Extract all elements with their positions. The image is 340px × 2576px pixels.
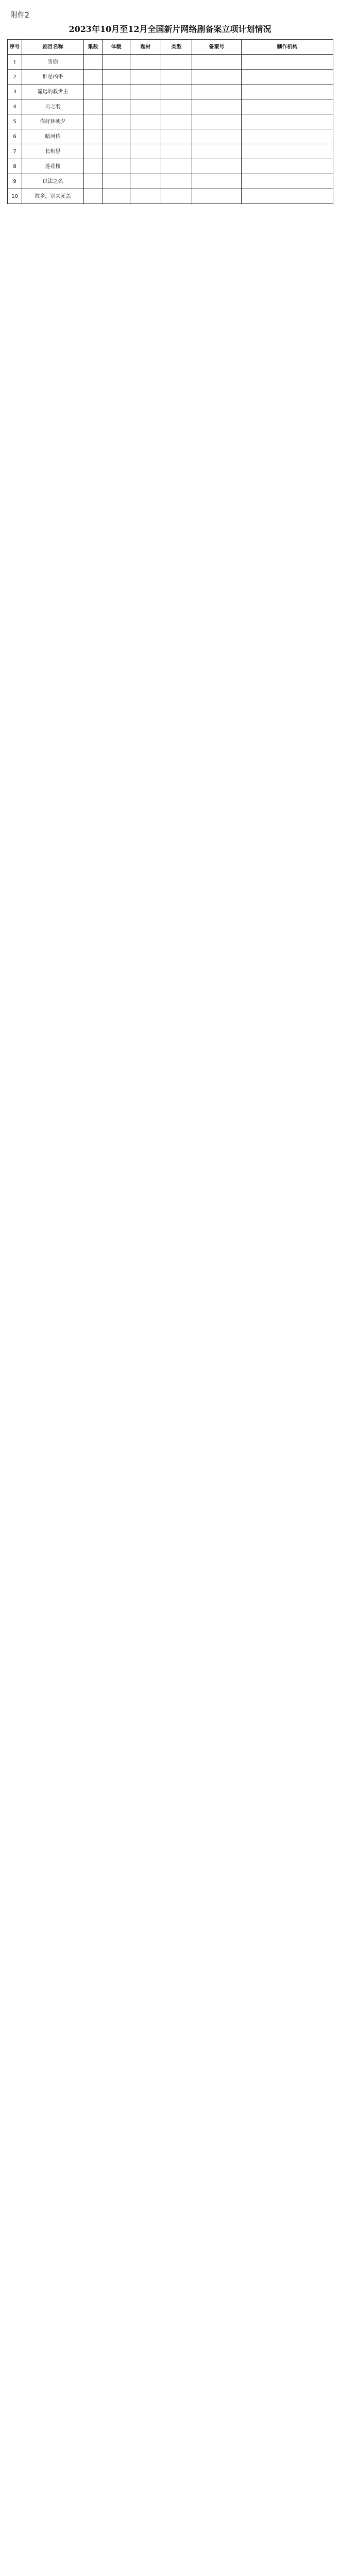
- table-cell: [103, 189, 130, 204]
- table-cell: [192, 159, 242, 174]
- table-cell: [103, 99, 130, 114]
- table-cell: [103, 174, 130, 189]
- table-cell: [161, 114, 192, 129]
- table-cell: [130, 114, 161, 129]
- table-cell: [130, 189, 161, 204]
- table-cell: [103, 114, 130, 129]
- table-cell: [130, 129, 161, 144]
- table-row: [8, 55, 333, 70]
- table-cell: 雪崩: [22, 55, 84, 70]
- table-cell: 谁是凶手: [22, 70, 84, 84]
- table-cell: [161, 70, 192, 84]
- table-cell: 长相思: [22, 144, 84, 159]
- table-cell: [161, 99, 192, 114]
- table-cell: 以法之名: [22, 174, 84, 189]
- table-cell: 你好林朝夕: [22, 114, 84, 129]
- table-cell: [84, 70, 103, 84]
- table-cell: [192, 114, 242, 129]
- table-cell: 2: [8, 70, 22, 84]
- table-cell: [192, 55, 242, 70]
- table-cell: [192, 189, 242, 204]
- table-cell: [161, 144, 192, 159]
- table-cell: [161, 84, 192, 99]
- table-cell: [242, 70, 333, 84]
- table-cell: [84, 99, 103, 114]
- table-cell: [192, 174, 242, 189]
- table-cell: 云之羽: [22, 99, 84, 114]
- table-cell: [130, 70, 161, 84]
- table-cell: 7: [8, 144, 22, 159]
- table-cell: [84, 129, 103, 144]
- table-cell: [130, 144, 161, 159]
- table-cell: [161, 129, 192, 144]
- table-cell: 5: [8, 114, 22, 129]
- table-cell: [103, 84, 130, 99]
- table-row: [8, 70, 333, 84]
- table-cell: [242, 159, 333, 174]
- table-cell: [192, 70, 242, 84]
- table-cell: [103, 55, 130, 70]
- table-cell: [161, 55, 192, 70]
- table-cell: 10: [8, 189, 22, 204]
- table-cell: [84, 144, 103, 159]
- table-cell: 4: [8, 99, 22, 114]
- table-cell: [84, 55, 103, 70]
- table-row: [8, 174, 333, 189]
- table-cell: [192, 84, 242, 99]
- table-cell: [130, 99, 161, 114]
- table-cell: [242, 84, 333, 99]
- table-cell: [84, 174, 103, 189]
- attachment-label: 附件2: [10, 11, 29, 20]
- table-row: [8, 129, 333, 144]
- table-cell: 9: [8, 174, 22, 189]
- column-header: 制作机构: [242, 40, 333, 55]
- table-cell: [192, 129, 242, 144]
- table-cell: [242, 144, 333, 159]
- table-cell: [242, 174, 333, 189]
- column-header: 备案号: [192, 40, 242, 55]
- table-cell: [130, 174, 161, 189]
- column-header: 集数: [84, 40, 103, 55]
- table-cell: 3: [8, 84, 22, 99]
- table-cell: 遥远的救世主: [22, 84, 84, 99]
- column-header: 序号: [8, 40, 22, 55]
- table-cell: [103, 159, 130, 174]
- table-header-row: [8, 40, 333, 55]
- table-cell: 8: [8, 159, 22, 174]
- table-cell: [242, 189, 333, 204]
- table-body: [8, 55, 333, 204]
- column-header: 剧目名称: [22, 40, 84, 55]
- table-cell: [192, 99, 242, 114]
- table-cell: [161, 189, 192, 204]
- table-cell: [161, 159, 192, 174]
- column-header: 题材: [130, 40, 161, 55]
- table-cell: [242, 55, 333, 70]
- table-cell: [130, 159, 161, 174]
- table-row: [8, 84, 333, 99]
- table-row: [8, 189, 333, 204]
- table-cell: [84, 114, 103, 129]
- table-row: [8, 114, 333, 129]
- table-cell: [242, 129, 333, 144]
- table-cell: [84, 189, 103, 204]
- table-cell: [103, 70, 130, 84]
- table-row: [8, 99, 333, 114]
- table-cell: 故乡，别来无恙: [22, 189, 84, 204]
- table-cell: [84, 159, 103, 174]
- table-cell: 暗河传: [22, 129, 84, 144]
- column-header: 类型: [161, 40, 192, 55]
- filing-table-wrap: [7, 39, 333, 204]
- table-row: [8, 144, 333, 159]
- table-row: [8, 159, 333, 174]
- table-cell: [161, 174, 192, 189]
- filing-table: [7, 39, 333, 204]
- table-cell: 莲花楼: [22, 159, 84, 174]
- table-cell: 1: [8, 55, 22, 70]
- column-header: 体裁: [103, 40, 130, 55]
- table-cell: [192, 144, 242, 159]
- table-cell: [130, 55, 161, 70]
- document-title: 2023年10月至12月全国新片网络剧备案立项计划情况: [69, 24, 271, 34]
- table-cell: [242, 99, 333, 114]
- table-cell: [103, 129, 130, 144]
- table-cell: 6: [8, 129, 22, 144]
- table-cell: [242, 114, 333, 129]
- table-cell: [84, 84, 103, 99]
- table-cell: [103, 144, 130, 159]
- table-cell: [130, 84, 161, 99]
